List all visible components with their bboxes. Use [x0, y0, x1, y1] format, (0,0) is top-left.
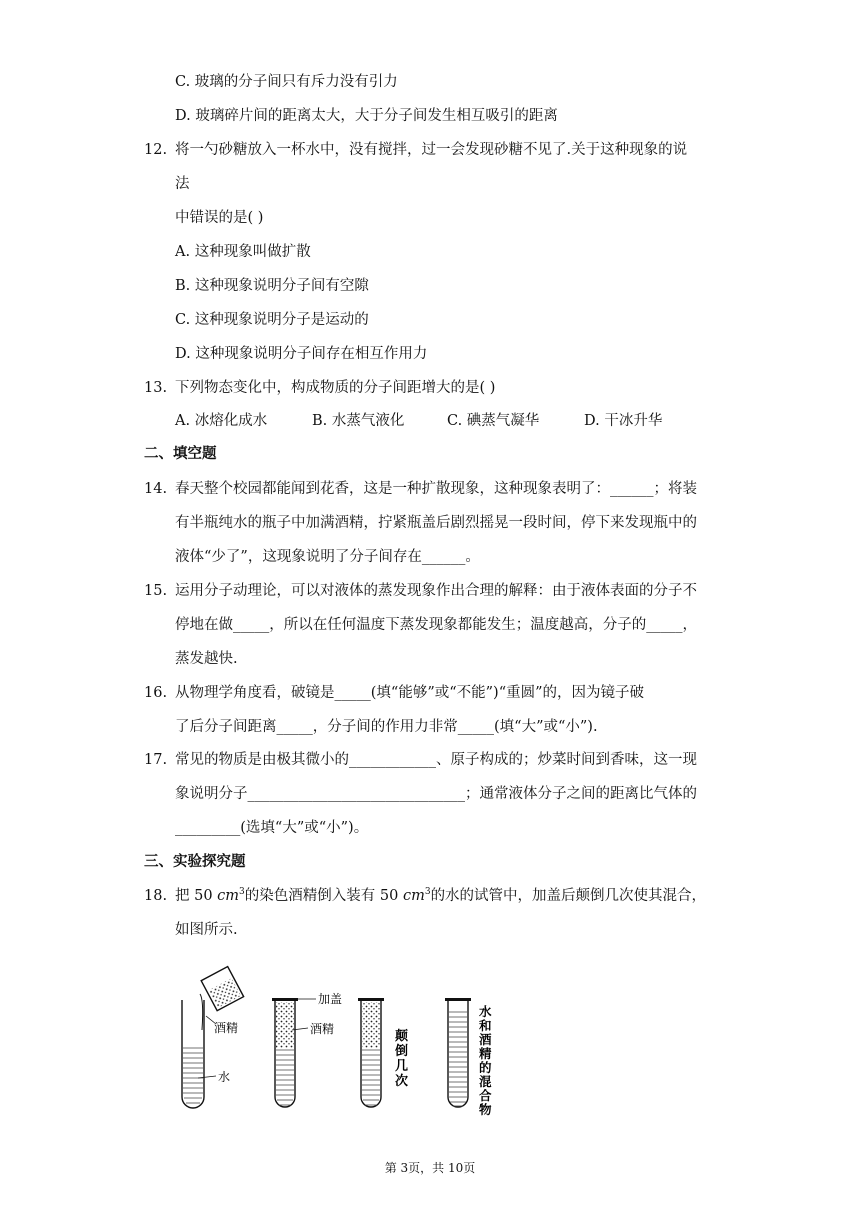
tube-inverting [358, 998, 384, 1107]
q14-line2: 有半瓶纯水的瓶子中加满酒精，拧紧瓶盖后剧烈摇晃一段时间，停下来发现瓶中的 [175, 515, 697, 531]
label-mixture-7: 物 [479, 1103, 492, 1117]
q17-line3: _________(选填“大”或“小”)。 [175, 820, 369, 836]
label-invert-1: 倒 [395, 1043, 409, 1058]
q15-line1: 运用分子动理论，可以对液体的蒸发现象作出合理的解释：由于液体表面的分子不 [175, 583, 697, 599]
q14-line1: 春天整个校园都能闻到花香，这是一种扩散现象，这种现象表明了：______；将装 [175, 481, 697, 497]
test-tube-figure [170, 960, 510, 1120]
q12-option-d: D. 这种现象说明分子间存在相互作用力 [175, 346, 428, 362]
q14-number: 14. [144, 481, 168, 497]
label-mixture-4: 的 [479, 1061, 492, 1075]
q11-option-c: C. 玻璃的分子间只有斥力没有引力 [175, 74, 398, 90]
q17-number: 17. [144, 752, 168, 768]
section-heading-experiment: 三、实验探究题 [144, 853, 246, 870]
label-cap: 加盖 [318, 992, 343, 1006]
q13-option-b: B. 水蒸气液化 [312, 413, 405, 429]
q18-unit-2: cm [402, 888, 425, 904]
label-alcohol1: 酒精 [214, 1021, 239, 1035]
label-mixture-3: 精 [479, 1047, 492, 1061]
q12-number: 12. [144, 142, 168, 158]
q12-option-b: B. 这种现象说明分子间有空隙 [175, 278, 369, 294]
q18-line2: 如图所示. [175, 922, 238, 938]
label-invert-0: 颠 [395, 1028, 409, 1043]
q18-number: 18. [144, 888, 168, 904]
label-invert-2: 几 [395, 1058, 409, 1073]
section-heading-fill-in: 二、填空题 [144, 445, 217, 462]
label-water: 水 [218, 1070, 231, 1084]
q17-line1: 常见的物质是由极其微小的____________、原子构成的；炒菜时间到香味，这一现 [175, 752, 697, 768]
q15-number: 15. [144, 583, 168, 599]
label-mixture-5: 混 [479, 1075, 492, 1089]
q13-option-a: A. 冰熔化成水 [175, 413, 268, 429]
q12-option-a: A. 这种现象叫做扩散 [175, 244, 311, 260]
q15-line2: 停地在做_____，所以在任何温度下蒸发现象都能发生；温度越高，分子的_____， [175, 617, 697, 633]
label-invert [395, 1028, 409, 1088]
tube-capped [272, 998, 298, 1107]
q18-exponent-2: 3 [424, 887, 431, 898]
q12-stem-line2: 法 [175, 176, 190, 192]
leader-water [198, 1076, 216, 1078]
q18-text-pre: 把 50 [175, 888, 218, 904]
q13-stem: 下列物态变化中，构成物质的分子间距增大的是( ) [175, 380, 496, 396]
q13-option-d: D. 干冰升华 [584, 413, 663, 429]
q11-option-d: D. 玻璃碎片间的距离太大，大于分子间发生相互吸引的距离 [175, 108, 558, 124]
label-mixture-1: 和 [479, 1019, 492, 1033]
label-mixture-6: 合 [479, 1089, 492, 1103]
beaker-alcohol [201, 967, 243, 1011]
q12-stem-line1: 将一勺砂糖放入一杯水中，没有搅拌，过一会发现砂糖不见了.关于这种现象的说 [175, 142, 688, 158]
q18-line1 [175, 886, 706, 906]
q14-line3: 液体“少了”，这现象说明了分子间存在______。 [175, 549, 480, 565]
q15-line3: 蒸发越快. [175, 651, 238, 667]
page-footer: 第 3页，共 10页 [384, 1161, 476, 1175]
label-invert-3: 次 [395, 1073, 409, 1088]
label-alcohol2: 酒精 [310, 1022, 335, 1036]
q12-stem-line3: 中错误的是( ) [175, 210, 264, 226]
tube-water [182, 1000, 204, 1108]
q17-line2: 象说明分子______________________________；通常液体分子之间的距离比气体的 [175, 786, 697, 802]
q13-number: 13. [144, 380, 168, 396]
q18-exponent: 3 [239, 887, 245, 898]
q18-text-post: 的水的试管中，加盖后颠倒几次使其混合， [430, 888, 707, 904]
q16-line2: 了后分子间距离_____，分子间的作用力非常_____(填“大”或“小”). [175, 719, 598, 735]
label-mixture [478, 1004, 492, 1117]
q18-text-mid: 的染色酒精倒入装有 50 [244, 888, 403, 904]
q13-option-c: C. 碘蒸气凝华 [447, 413, 540, 429]
tube-mixture [445, 998, 471, 1107]
q12-option-c: C. 这种现象说明分子是运动的 [175, 312, 369, 328]
q16-number: 16. [144, 685, 168, 701]
label-mixture-0: 水 [479, 1005, 492, 1019]
q16-line1: 从物理学角度看，破镜是_____(填“能够”或“不能”)“重圆”的，因为镜子破 [175, 685, 645, 701]
label-mixture-2: 酒 [479, 1033, 492, 1047]
q18-unit: cm [217, 888, 240, 904]
